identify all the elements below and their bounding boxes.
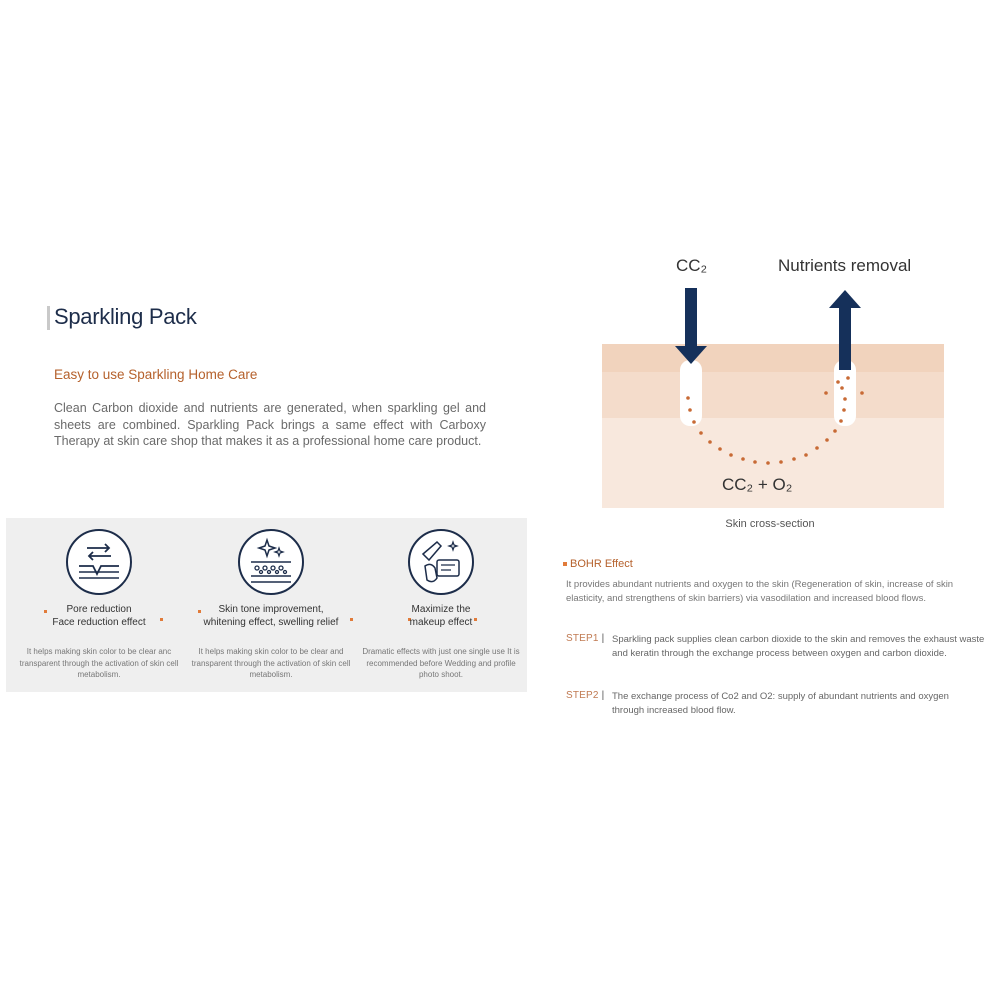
step-label-text: STEP1 <box>566 633 599 644</box>
label-nutrients-removal: Nutrients removal <box>778 256 912 275</box>
title-accent-bar <box>47 306 50 330</box>
feature-title-line: Maximize the <box>411 604 471 615</box>
feature-title-line: Skin tone improvement, <box>218 604 324 615</box>
feature-title <box>356 604 526 629</box>
feature-description: Dramatic effects with just one single use It is recommended before Wedding and profile photo shoot. <box>362 647 520 679</box>
channel-left <box>680 360 702 426</box>
pore-reduction-icon <box>65 528 133 596</box>
feature-title-line: Pore reduction <box>66 604 132 615</box>
feature-title-line: Face reduction effect <box>52 616 146 628</box>
label-exchange: CC₂ + O₂ <box>722 475 793 494</box>
feature-description: It helps making skin color to be clear and transparent through the activation of skin cell metabolism. <box>191 647 351 679</box>
bullet-square <box>563 562 567 566</box>
skin-layer-bottom <box>602 418 944 508</box>
bohr-title <box>563 558 633 570</box>
makeup-icon <box>407 528 475 596</box>
step-text: The exchange process of Co2 and O2: supply of abundant nutrients and oxygen through increased blood flow. <box>612 691 949 716</box>
feature-title-line: whitening effect, swelling relief <box>203 616 339 628</box>
feature-skin-tone <box>186 518 356 692</box>
skin-layer-middle <box>602 372 944 418</box>
step-divider: | <box>601 633 605 644</box>
page-subtitle: Easy to use Sparkling Home Care <box>54 367 258 382</box>
bohr-description: It provides abundant nutrients and oxygen to the skin (Regeneration of skin, increase of skin elasticity, and strengthens of skin barriers) via vasodilation and increased blood flows. <box>566 579 954 604</box>
skin-cross-section-diagram <box>598 250 948 510</box>
feature-makeup <box>356 518 526 692</box>
diagram-caption: Skin cross-section <box>725 518 815 530</box>
step-label-text: STEP2 <box>566 690 599 701</box>
step-label <box>566 633 604 644</box>
step-label <box>566 690 604 701</box>
label-co2-in: CC₂ <box>676 256 708 275</box>
skin-tone-icon <box>237 528 305 596</box>
step-divider: | <box>601 690 605 701</box>
skin-layer-top <box>602 344 944 372</box>
step-text: Sparkling pack supplies clean carbon dioxide to the skin and removes the exhaust waste and keratin through the exchange process between oxygen and carbon dioxide. <box>612 634 985 659</box>
bohr-title-text: BOHR Effect <box>570 558 633 570</box>
feature-description: It helps making skin color to be clear anc transparent through the activation of skin cell metabolism. <box>19 647 179 679</box>
page-title: Sparkling Pack <box>54 304 197 329</box>
feature-title-line: makeup effect <box>409 616 473 628</box>
intro-paragraph: Clean Carbon dioxide and nutrients are generated, when sparkling gel and sheets are combined. Sparkling Pack brings a same effect with Carboxy Therapy at skin care shop that makes it as a professional home care product. <box>54 401 486 448</box>
features-panel <box>6 518 527 692</box>
feature-title <box>186 604 356 629</box>
feature-pore-reduction <box>14 518 184 692</box>
feature-title <box>14 604 184 629</box>
